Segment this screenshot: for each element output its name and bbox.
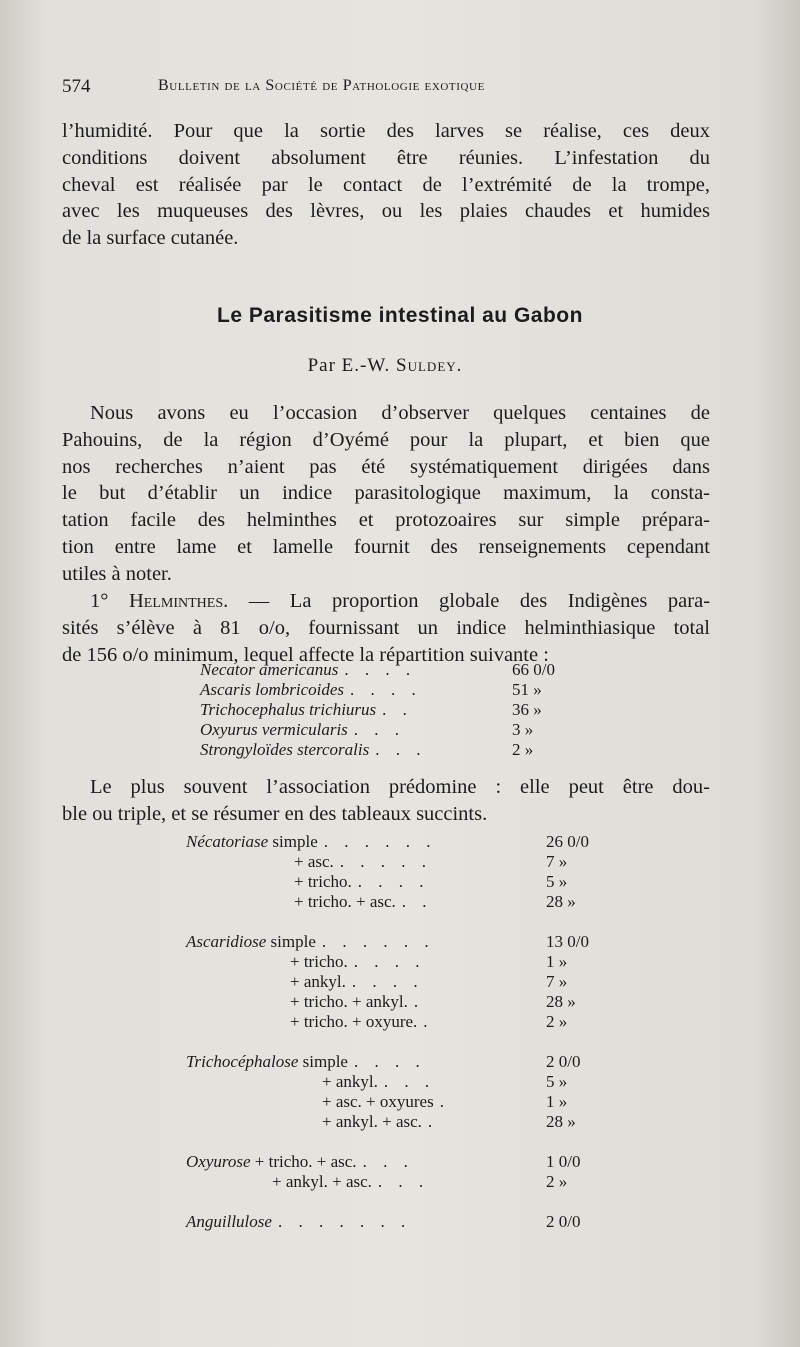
text-line: avec les muqueuses des lèvres, ou les plaies chaudes et humides bbox=[62, 200, 710, 223]
text-line: sités s’élève à 81 o/o, fournissant un indice helminthiasique total bbox=[62, 616, 710, 639]
row-label: + ankyl. + asc. bbox=[322, 1112, 422, 1131]
running-head: Bulletin de la Société de Pathologie exotique bbox=[158, 77, 485, 94]
percentage-value: 36 » bbox=[512, 700, 542, 719]
text-line: utiles à noter. bbox=[62, 562, 172, 585]
percentage-value: 28 » bbox=[546, 892, 576, 911]
text-line: de la surface cutanée. bbox=[62, 227, 239, 250]
text-line: nos recherches n’aient pas été systématiquement dirigées dans bbox=[62, 455, 710, 478]
row-label: simple bbox=[302, 1052, 348, 1071]
percentage-value: 7 » bbox=[546, 972, 568, 991]
table-row bbox=[186, 1152, 589, 1172]
leader-dots: . . . . . . . bbox=[277, 1212, 412, 1231]
leader-dots: . bbox=[427, 1112, 439, 1131]
helminthes-paragraph bbox=[62, 588, 710, 668]
table-row bbox=[186, 872, 589, 892]
table-row bbox=[186, 952, 589, 972]
section-first-line bbox=[62, 588, 710, 615]
row-label: + asc. + oxyures bbox=[322, 1092, 434, 1111]
table-row bbox=[186, 832, 589, 852]
text-line: conditions doivent absolument être réunies. L’infestation du bbox=[62, 146, 710, 169]
leader-dots: . . . . . . bbox=[323, 832, 437, 851]
percentage-value: 2 » bbox=[512, 740, 534, 759]
table-row bbox=[186, 992, 589, 1012]
percentage-value: 1 » bbox=[546, 1092, 568, 1111]
percentage-value: 26 0/0 bbox=[546, 832, 589, 851]
article-author bbox=[0, 355, 770, 377]
text-line: tion entre lame et lamelle fournit des renseignements cependant bbox=[62, 535, 710, 558]
table-row bbox=[186, 1172, 589, 1192]
leader-dots: . . . . bbox=[350, 680, 422, 699]
leader-dots: . . . . bbox=[353, 1052, 426, 1071]
table-row bbox=[200, 740, 555, 760]
article-title: Le Parasitisme intestinal au Gabon bbox=[217, 304, 583, 327]
table-row bbox=[200, 700, 555, 720]
row-label: + tricho. + ankyl. bbox=[290, 992, 408, 1011]
body-paragraph bbox=[62, 400, 710, 588]
text-line: Le plus souvent l’association prédomine : elle peut être dou- bbox=[90, 776, 710, 798]
prevalence-table bbox=[200, 660, 555, 760]
leader-dots: . bbox=[423, 1012, 434, 1031]
group-name: Ascaridiose bbox=[186, 932, 267, 951]
table-row bbox=[200, 680, 555, 700]
association-paragraph bbox=[62, 774, 710, 828]
row-label: + tricho. bbox=[294, 872, 352, 891]
text-line: Pahouins, de la région d’Oyémé pour la plupart, et bien que bbox=[62, 428, 710, 451]
leader-dots: . . . . . bbox=[339, 852, 433, 871]
leader-dots: . . . bbox=[375, 740, 427, 759]
leader-dots: . . . bbox=[362, 1152, 414, 1171]
text-line: l’humidité. Pour que la sortie des larves se réalise, ces deux bbox=[62, 120, 710, 142]
text-line: tation facile des helminthes et protozoaires sur simple prépara- bbox=[62, 509, 710, 532]
percentage-value: 28 » bbox=[546, 1112, 576, 1131]
leader-dots: . . bbox=[401, 892, 433, 911]
leader-dots: . . bbox=[382, 700, 413, 719]
group-name: Trichocéphalose bbox=[186, 1052, 299, 1071]
leader-dots: . . . bbox=[383, 1072, 436, 1091]
percentage-value: 2 0/0 bbox=[546, 1052, 581, 1071]
percentage-value: 2 » bbox=[546, 1012, 568, 1031]
percentage-value: 2 0/0 bbox=[546, 1212, 581, 1231]
table-row bbox=[186, 1092, 589, 1112]
table-row bbox=[186, 1212, 589, 1232]
row-label: + tricho. + asc. bbox=[254, 1152, 357, 1171]
intro-paragraph bbox=[62, 118, 710, 252]
species-name: Trichocephalus trichiurus bbox=[200, 700, 377, 719]
table-row bbox=[186, 932, 589, 952]
page-number: 574 bbox=[62, 76, 91, 97]
leader-dots: . . . . bbox=[357, 872, 430, 891]
species-name: Ascaris lombricoides bbox=[200, 680, 345, 699]
table-row bbox=[186, 972, 589, 992]
group-name: Nécatoriase bbox=[186, 832, 269, 851]
leader-dots: . . . . bbox=[344, 660, 417, 679]
table-row bbox=[186, 1012, 589, 1032]
percentage-value: 51 » bbox=[512, 680, 542, 699]
row-label: simple bbox=[270, 932, 316, 951]
text-line: de 156 o/o minimum, lequel affecte la répartition suivante : bbox=[62, 643, 549, 666]
table-row bbox=[186, 892, 589, 912]
text-line: le but d’établir un indice parasitologique maximum, la consta- bbox=[62, 482, 710, 505]
leader-dots: . . . . bbox=[351, 972, 424, 991]
text-line: Nous avons eu l’occasion d’observer quelques centaines de bbox=[90, 402, 710, 424]
row-label: + ankyl. bbox=[322, 1072, 378, 1091]
percentage-value: 2 » bbox=[546, 1172, 568, 1191]
percentage-value: 28 » bbox=[546, 992, 576, 1011]
group-name: Anguillulose bbox=[186, 1212, 272, 1231]
author-prefix: Par E.-W. bbox=[307, 355, 391, 376]
percentage-value: 13 0/0 bbox=[546, 932, 589, 951]
percentage-value: 1 0/0 bbox=[546, 1152, 581, 1171]
text-line: ble ou triple, et se résumer en des tableaux succints. bbox=[62, 802, 488, 825]
section-heading: Helminthes. bbox=[128, 590, 229, 612]
percentage-value: 1 » bbox=[546, 952, 568, 971]
table-row bbox=[186, 852, 589, 872]
leader-dots: . bbox=[413, 992, 425, 1011]
row-label: + ankyl. bbox=[290, 972, 346, 991]
author-name: Suldey. bbox=[396, 355, 463, 376]
leader-dots: . . . bbox=[353, 720, 406, 739]
percentage-value: 5 » bbox=[546, 1072, 568, 1091]
row-label: + tricho. bbox=[290, 952, 348, 971]
row-label: + asc. bbox=[294, 852, 334, 871]
species-name: Strongyloïdes stercoralis bbox=[200, 740, 370, 759]
leader-dots: . bbox=[439, 1092, 450, 1111]
section-number: 1° bbox=[90, 590, 109, 612]
percentage-value: 66 0/0 bbox=[512, 660, 555, 679]
leader-dots: . . . . bbox=[353, 952, 426, 971]
species-name: Oxyurus vermicularis bbox=[200, 720, 348, 739]
group-name: Oxyurose bbox=[186, 1152, 251, 1171]
row-label: simple bbox=[272, 832, 318, 851]
table-row bbox=[200, 720, 555, 740]
percentage-value: 3 » bbox=[512, 720, 534, 739]
table-row bbox=[186, 1072, 589, 1092]
leader-dots: . . . . . . bbox=[321, 932, 435, 951]
row-label: + ankyl. + asc. bbox=[272, 1172, 372, 1191]
table-row bbox=[200, 660, 555, 680]
row-label: + tricho. + oxyure. bbox=[290, 1012, 418, 1031]
table-row bbox=[186, 1052, 589, 1072]
section-text: — La proportion globale des Indigènes para- bbox=[248, 590, 711, 612]
species-name: Necator americanus bbox=[200, 660, 339, 679]
percentage-value: 7 » bbox=[546, 852, 568, 871]
page-header bbox=[62, 76, 702, 104]
percentage-value: 5 » bbox=[546, 872, 568, 891]
text-line: cheval est réalisée par le contact de l’extrémité de la trompe, bbox=[62, 173, 710, 196]
association-table bbox=[186, 832, 589, 1232]
table-row bbox=[186, 1112, 589, 1132]
row-label: + tricho. + asc. bbox=[294, 892, 396, 911]
leader-dots: . . . bbox=[377, 1172, 430, 1191]
